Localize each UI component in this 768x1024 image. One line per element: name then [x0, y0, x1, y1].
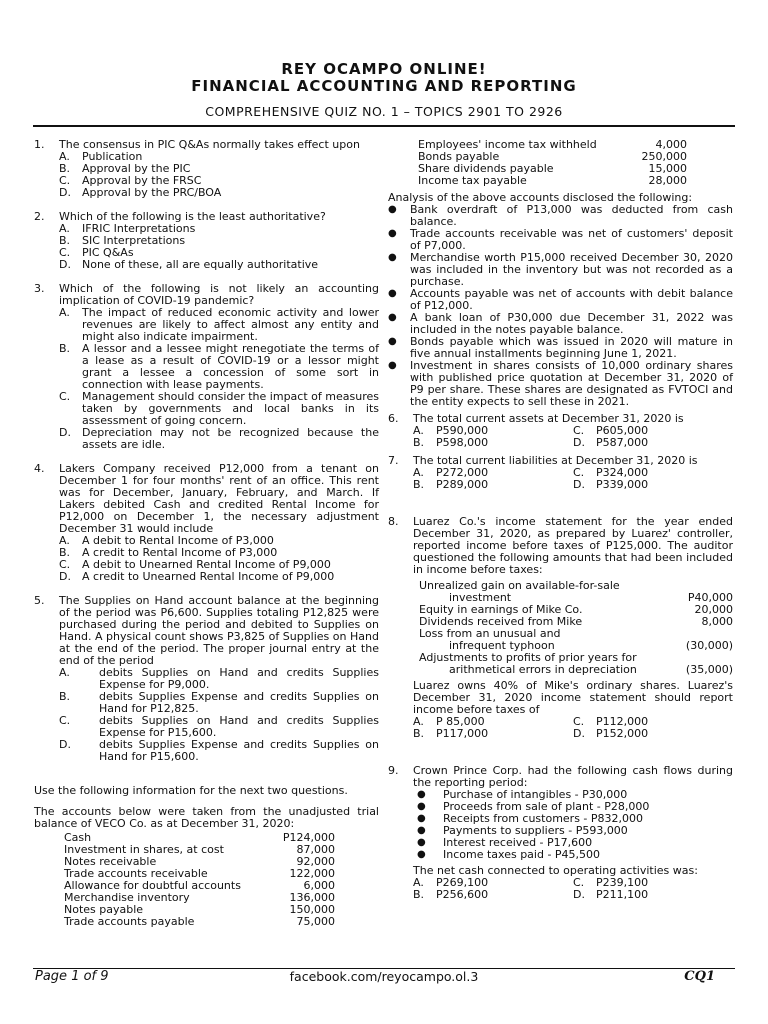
option-text: Management should consider the impact of measures taken by governments and local banks in its assessment of going concern. — [82, 390, 379, 427]
item-name: arithmetical errors in depreciation — [449, 663, 637, 676]
list-item-text: Proceeds from sale of plant - P28,000 — [443, 800, 650, 813]
header-divider — [33, 125, 735, 127]
option-text: debits Supplies on Hand and credits Supplies Expense for P15,600. — [99, 714, 379, 739]
option-letter: D. — [573, 436, 585, 449]
info-next-two-questions: Use the following information for the next two questions. — [34, 784, 348, 797]
item-name: Unrealized gain on available-for-sale — [419, 579, 620, 592]
option-text: SIC Interpretations — [82, 234, 186, 247]
option-letter: A. — [59, 666, 70, 679]
option-text: P239,100 — [596, 876, 649, 889]
option-letter: D. — [573, 888, 585, 901]
question-stem: The total current liabilities at December 31, 2020 is — [413, 454, 698, 467]
cash-flow-list — [413, 789, 733, 861]
left-column — [34, 139, 379, 928]
option-text: A lessor and a lessee might renegotiate the terms of a lease as a result of COVID-19 or a lessor might grant a lessee a concession of some sort in connection with lease payments. — [82, 342, 379, 391]
question-stem: Which of the following is not likely an accounting implication of COVID-19 pandemic? — [59, 282, 379, 307]
bullet-icon: ● — [388, 228, 397, 239]
item-name: investment — [449, 591, 512, 604]
option-text: Approval by the FRSC — [82, 174, 202, 187]
account-name: Trade accounts receivable — [64, 867, 208, 880]
list-item — [388, 336, 733, 360]
option-row — [413, 479, 733, 491]
account-name: Notes payable — [64, 903, 144, 916]
question-number: 2. — [34, 210, 45, 223]
bullet-icon: ● — [388, 252, 397, 263]
question-stem: Luarez Co.'s income statement for the year ended December 31, 2020, as prepared by Luarez' controller, reported income before taxes of P125,000. The auditor questioned the following amounts that had been included in income before taxes: — [413, 515, 733, 576]
option-letter: B. — [59, 546, 71, 559]
question-5 — [34, 595, 379, 763]
list-item-text: Merchandise worth P15,000 received December 30, 2020 was included in the inventory but was not recorded as a purchase. — [410, 251, 733, 288]
trial-balance-table — [34, 832, 379, 928]
option-row — [413, 437, 733, 449]
option-text: P339,000 — [596, 478, 649, 491]
list-item-text: Payments to suppliers - P593,000 — [443, 824, 628, 837]
account-amount: 75,000 — [296, 915, 335, 928]
account-name: Investment in shares, at cost — [64, 843, 224, 856]
list-item-text: Investment in shares consists of 10,000 ordinary shares with published price quotation at December 31, 2020 of P9 per share. These shares are designated as FVTOCI and the entity expects to sell these in 2021. — [410, 359, 733, 408]
question-2 — [34, 211, 379, 271]
option — [59, 427, 379, 451]
option-letter: B. — [59, 234, 71, 247]
option — [573, 437, 733, 449]
right-column — [388, 139, 733, 913]
list-item — [413, 849, 733, 861]
option-letter: D. — [59, 258, 71, 271]
question-followup: Luarez owns 40% of Mike's ordinary shares. Luarez's December 31, 2020 income statement should report income before taxes of — [413, 679, 733, 716]
option-text: A debit to Unearned Rental Income of P9,000 — [82, 558, 331, 571]
question-stem: The consensus in PIC Q&As normally takes effect upon — [59, 138, 360, 151]
option-letter: A. — [59, 222, 70, 235]
list-item-text: Trade accounts receivable was net of customers' deposit of P7,000. — [410, 227, 733, 252]
option-letter: A. — [59, 306, 70, 319]
bullet-icon: ● — [417, 825, 426, 836]
question-stem: The total current assets at December 31, 2020 is — [413, 412, 684, 425]
list-item-text: Income taxes paid - P45,500 — [443, 848, 601, 861]
list-item — [388, 204, 733, 228]
title-line-2: FINANCIAL ACCOUNTING AND REPORTING — [191, 77, 577, 95]
question-number: 4. — [34, 462, 45, 475]
account-amount: 4,000 — [655, 138, 687, 151]
question-number: 6. — [388, 412, 399, 425]
option-text: P211,100 — [596, 888, 649, 901]
bullet-icon: ● — [388, 204, 397, 215]
analysis-list — [388, 204, 733, 408]
option-text: Publication — [82, 150, 143, 163]
option-letter: C. — [59, 174, 71, 187]
option — [59, 691, 379, 715]
option-text: P152,000 — [596, 727, 649, 740]
list-item-text: Bonds payable which was issued in 2020 will mature in five annual installments beginning June 1, 2021. — [410, 335, 733, 360]
option-row — [413, 889, 733, 901]
option — [413, 437, 573, 449]
option-text: A credit to Unearned Rental Income of P9,000 — [82, 570, 335, 583]
account-name: Notes receivable — [64, 855, 157, 868]
account-name: Income tax payable — [418, 174, 527, 187]
item-amount: 20,000 — [694, 603, 733, 616]
account-name: Employees' income tax withheld — [418, 138, 597, 151]
bullet-icon: ● — [388, 312, 397, 323]
question-number: 1. — [34, 138, 45, 151]
account-name: Cash — [64, 831, 92, 844]
item-name: Loss from an unusual and — [419, 627, 561, 640]
option-text: None of these, all are equally authoritative — [82, 258, 319, 271]
option — [573, 479, 733, 491]
title-line-1: REY OCAMPO ONLINE! — [281, 60, 487, 78]
bullet-icon: ● — [417, 801, 426, 812]
bullet-icon: ● — [417, 837, 426, 848]
option — [413, 728, 573, 740]
option-text: P289,000 — [436, 478, 489, 491]
option — [59, 343, 379, 391]
option-text: debits Supplies Expense and credits Supplies on Hand for P15,600. — [99, 738, 379, 763]
option-letter: B. — [59, 162, 71, 175]
item-amount: P40,000 — [687, 591, 733, 604]
option-text: P256,600 — [436, 888, 489, 901]
option-letter: A. — [413, 715, 424, 728]
option-text: IFRIC Interpretations — [82, 222, 196, 235]
item-name: Dividends received from Mike — [419, 615, 583, 628]
option — [59, 259, 379, 271]
question-stem: The Supplies on Hand account balance at the beginning of the period was P6,600. Supplies totaling P12,825 were purchased during the period and debited to Supplies on Hand. A physical count shows P3,825 of Supplies on Hand at the end of the period. The proper journal entry at the end of the period — [59, 594, 379, 667]
account-amount: 150,000 — [289, 903, 335, 916]
option-letter: C. — [573, 876, 585, 889]
table-row — [419, 664, 733, 676]
trial-balance-intro: The accounts below were taken from the unadjusted trial balance of VECO Co. as at December 31, 2020: — [34, 805, 379, 830]
account-amount: 6,000 — [303, 879, 335, 892]
option-letter: A. — [413, 424, 424, 437]
option-letter: C. — [59, 558, 71, 571]
item-name: Adjustments to profits of prior years for — [419, 651, 637, 664]
option-text: Approval by the PRC/BOA — [82, 186, 222, 199]
option-text: A credit to Rental Income of P3,000 — [82, 546, 278, 559]
option-row — [413, 728, 733, 740]
item-amount: (35,000) — [685, 663, 733, 676]
trial-balance-table-continued — [388, 139, 733, 187]
quiz-subtitle: COMPREHENSIVE QUIZ NO. 1 – TOPICS 2901 TO 2926 — [205, 104, 563, 119]
option-letter: B. — [59, 690, 71, 703]
option-text: P605,000 — [596, 424, 649, 437]
list-item-text: Interest received - P17,600 — [443, 836, 593, 849]
item-name: Equity in earnings of Mike Co. — [419, 603, 583, 616]
option — [59, 667, 379, 691]
option-letter: B. — [413, 478, 425, 491]
option — [59, 571, 379, 583]
option-letter: A. — [413, 466, 424, 479]
item-amount: 8,000 — [701, 615, 733, 628]
question-number: 5. — [34, 594, 45, 607]
page-number: Page 1 of 9 — [35, 969, 109, 984]
option-letter: D. — [59, 426, 71, 439]
question-1 — [34, 139, 379, 199]
option — [59, 391, 379, 427]
account-amount: 250,000 — [641, 150, 687, 163]
option-text: P598,000 — [436, 436, 489, 449]
quiz-code: CQ1 — [684, 969, 715, 984]
option — [413, 479, 573, 491]
option-text: PIC Q&As — [82, 246, 134, 259]
option-letter: D. — [573, 727, 585, 740]
list-item — [388, 228, 733, 252]
question-7 — [388, 455, 733, 491]
option — [413, 889, 573, 901]
option — [573, 728, 733, 740]
question-followup: The net cash connected to operating activities was: — [413, 864, 698, 877]
option-text: P117,000 — [436, 727, 489, 740]
option-text: debits Supplies on Hand and credits Supplies Expense for P9,000. — [99, 666, 379, 691]
option-text: A debit to Rental Income of P3,000 — [82, 534, 274, 547]
question-number: 7. — [388, 454, 399, 467]
option — [573, 889, 733, 901]
question-6 — [388, 413, 733, 449]
account-name: Allowance for doubtful accounts — [64, 879, 241, 892]
question-8 — [388, 516, 733, 740]
account-amount: 136,000 — [289, 891, 335, 904]
account-name: Share dividends payable — [418, 162, 554, 175]
bullet-icon: ● — [388, 360, 397, 371]
option-text: P590,000 — [436, 424, 489, 437]
option-text: P 85,000 — [436, 715, 485, 728]
option-letter: A. — [59, 150, 70, 163]
option-text: The impact of reduced economic activity and lower revenues are likely to affect almost any entity and might also indicate impairment. — [82, 306, 379, 343]
list-item-text: Bank overdraft of P13,000 was deducted from cash balance. — [410, 203, 733, 228]
option-text: P112,000 — [596, 715, 649, 728]
option-text: Approval by the PIC — [82, 162, 191, 175]
account-amount: P124,000 — [282, 831, 335, 844]
option-letter: C. — [59, 714, 71, 727]
option-letter: D. — [59, 570, 71, 583]
footer-url: facebook.com/reyocampo.ol.3 — [289, 969, 479, 984]
question-number: 9. — [388, 764, 399, 777]
analysis-intro: Analysis of the above accounts disclosed the following: — [388, 191, 693, 204]
questioned-items-table — [413, 580, 733, 676]
option-text: Depreciation may not be recognized because the assets are idle. — [82, 426, 379, 451]
account-amount: 87,000 — [296, 843, 335, 856]
bullet-icon: ● — [417, 789, 426, 800]
option-letter: B. — [413, 436, 425, 449]
option-text: debits Supplies Expense and credits Supplies on Hand for P12,825. — [99, 690, 379, 715]
option — [59, 307, 379, 343]
option-text: P324,000 — [596, 466, 649, 479]
list-item-text: Receipts from customers - P832,000 — [443, 812, 644, 825]
option-letter: D. — [59, 186, 71, 199]
question-stem: Which of the following is the least authoritative? — [59, 210, 326, 223]
option-text: P272,000 — [436, 466, 489, 479]
option-letter: D. — [573, 478, 585, 491]
account-amount: 92,000 — [296, 855, 335, 868]
list-item-text: Purchase of intangibles - P30,000 — [443, 788, 628, 801]
option-letter: C. — [59, 246, 71, 259]
bullet-icon: ● — [417, 849, 426, 860]
account-name: Bonds payable — [418, 150, 500, 163]
question-stem: Lakers Company received P12,000 from a tenant on December 1 for four months' rent of an office. This rent was for December, January, February, and March. If Lakers debited Cash and credited Rental Income for P12,000 on December 1, the necessary adjustment December 31 would include — [59, 462, 379, 535]
option-letter: B. — [59, 342, 71, 355]
list-item — [388, 360, 733, 408]
account-name: Trade accounts payable — [64, 915, 195, 928]
item-amount: (30,000) — [685, 639, 733, 652]
question-number: 3. — [34, 282, 45, 295]
list-item — [388, 252, 733, 288]
list-item — [388, 288, 733, 312]
bullet-icon: ● — [388, 288, 397, 299]
option-text: P269,100 — [436, 876, 489, 889]
account-amount: 122,000 — [289, 867, 335, 880]
option-letter: B. — [413, 727, 425, 740]
account-name: Merchandise inventory — [64, 891, 190, 904]
account-amount: 15,000 — [648, 162, 687, 175]
question-number: 8. — [388, 515, 399, 528]
option — [59, 739, 379, 763]
option-letter: A. — [59, 534, 70, 547]
table-row — [418, 175, 687, 187]
option-letter: C. — [573, 424, 585, 437]
question-4 — [34, 463, 379, 583]
account-amount: 28,000 — [648, 174, 687, 187]
option — [59, 715, 379, 739]
list-item-text: Accounts payable was net of accounts with debit balance of P12,000. — [410, 287, 733, 312]
bullet-icon: ● — [388, 336, 397, 347]
option-letter: A. — [413, 876, 424, 889]
list-item — [388, 312, 733, 336]
option-letter: C. — [573, 466, 585, 479]
option-letter: B. — [413, 888, 425, 901]
bullet-icon: ● — [417, 813, 426, 824]
option-letter: C. — [573, 715, 585, 728]
item-name: infrequent typhoon — [449, 639, 555, 652]
page-footer — [33, 971, 735, 987]
question-3 — [34, 283, 379, 451]
question-9 — [388, 765, 733, 901]
option — [59, 187, 379, 199]
option-text: P587,000 — [596, 436, 649, 449]
table-row — [64, 916, 335, 928]
option-letter: C. — [59, 390, 71, 403]
option-letter: D. — [59, 738, 71, 751]
list-item-text: A bank loan of P30,000 due December 31, 2022 was included in the notes payable balance. — [410, 311, 733, 336]
question-stem: Crown Prince Corp. had the following cash flows during the reporting period: — [413, 764, 733, 789]
